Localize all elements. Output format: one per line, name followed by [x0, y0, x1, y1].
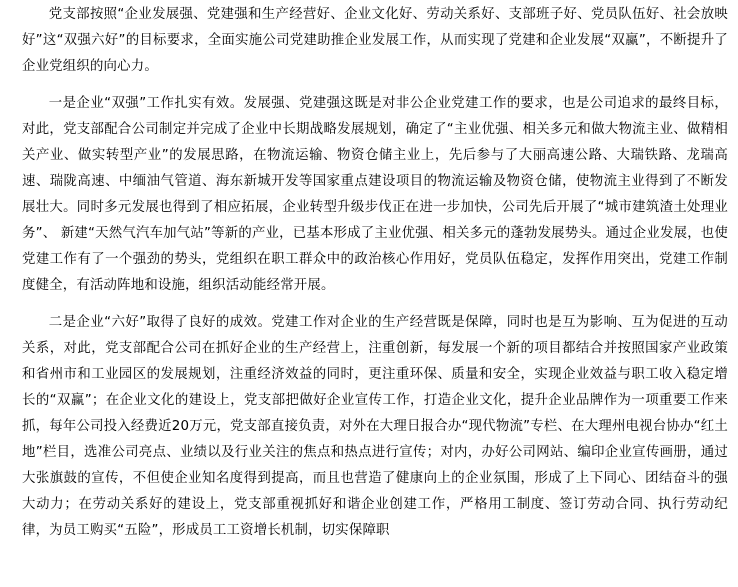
paragraph-intro: 党支部按照“企业发展强、党建强和生产经营好、企业文化好、劳动关系好、支部班子好、党员队伍好、社会放映好”这“双强六好”的目标要求，全面实施公司党建助推企业发展工作，从而实现了党建和企业发展“双赢”，不断提升了企业党组织的向心力。 — [22, 7, 728, 74]
paragraph-six-good: 二是企业“六好”取得了良好的成效。党建工作对企业的生产经营既是保障，同时也是互为影响、互为促进的互动关系，对此，党支部配合公司在抓好企业的生产经营上，注重创新，每发展一个新的项目都结合并按照国家产业政策和省州市和工业园区的发展规划，注重经济效益的同时，更注重环保、质量和安全，实现企业效益与职工收入稳定增长的“双赢”；在企业文化的建设上，党支部把做好企业宣传工作，打造企业文化，提升企业品牌作为一项重要工作来抓，每年公司投入经费近20万元，党支部直接负责，对外在大理日报合办“现代物流”专栏、在大理州电视台协办“红土地”栏目，选准公司亮点、业绩以及行业关注的焦点和热点进行宣传；对内，办好公司网站、编印企业宣传画册，通过大张旗鼓的宣传，不但使企业知名度得到提高，而且也营造了健康向上的企业氛围，形成了上下同心、团结奋斗的强大动力；在劳动关系好的建设上，党支部重视抓好和谐企业创建工作，严格用工制度、签订劳动合同、执行劳动纪律，为员工购买“五险”，形成员工工资增长机制，切实保障职 — [22, 315, 728, 538]
paragraph-double-strong: 一是企业“双强”工作扎实有效。发展强、党建强这既是对非公企业党建工作的要求，也是公司追求的最终目标，对此，党支部配合公司制定并完成了企业中长期战略发展规划，确定了“主业优强、相关多元和做大物流主业、做精相关产业、做实转型产业”的发展思路，在物流运输、物资仓储主业上，先后参与了大丽高速公路、大瑞铁路、龙瑞高速、瑞陇高速、中缅油气管道、海东新城开发等国家重点建设项目的物流运输及物资仓储，使物流主业得到了不断发展壮大。同时多元发展也得到了相应拓展，企业转型升级步伐正在进一步加快，公司先后开展了“城市建筑渣土处理业务”、 新建“天然气汽车加气站”等新的产业，已基本形成了主业优强、相关多元的蓬勃发展势头。通过企业发展，也使党建工作有了一个强劲的势头，党组织在职工群众中的政治核心作用好，党员队伍稳定，发挥作用突出，党建工作制度健全，有活动阵地和设施，组织活动能经常开展。 — [22, 96, 728, 293]
